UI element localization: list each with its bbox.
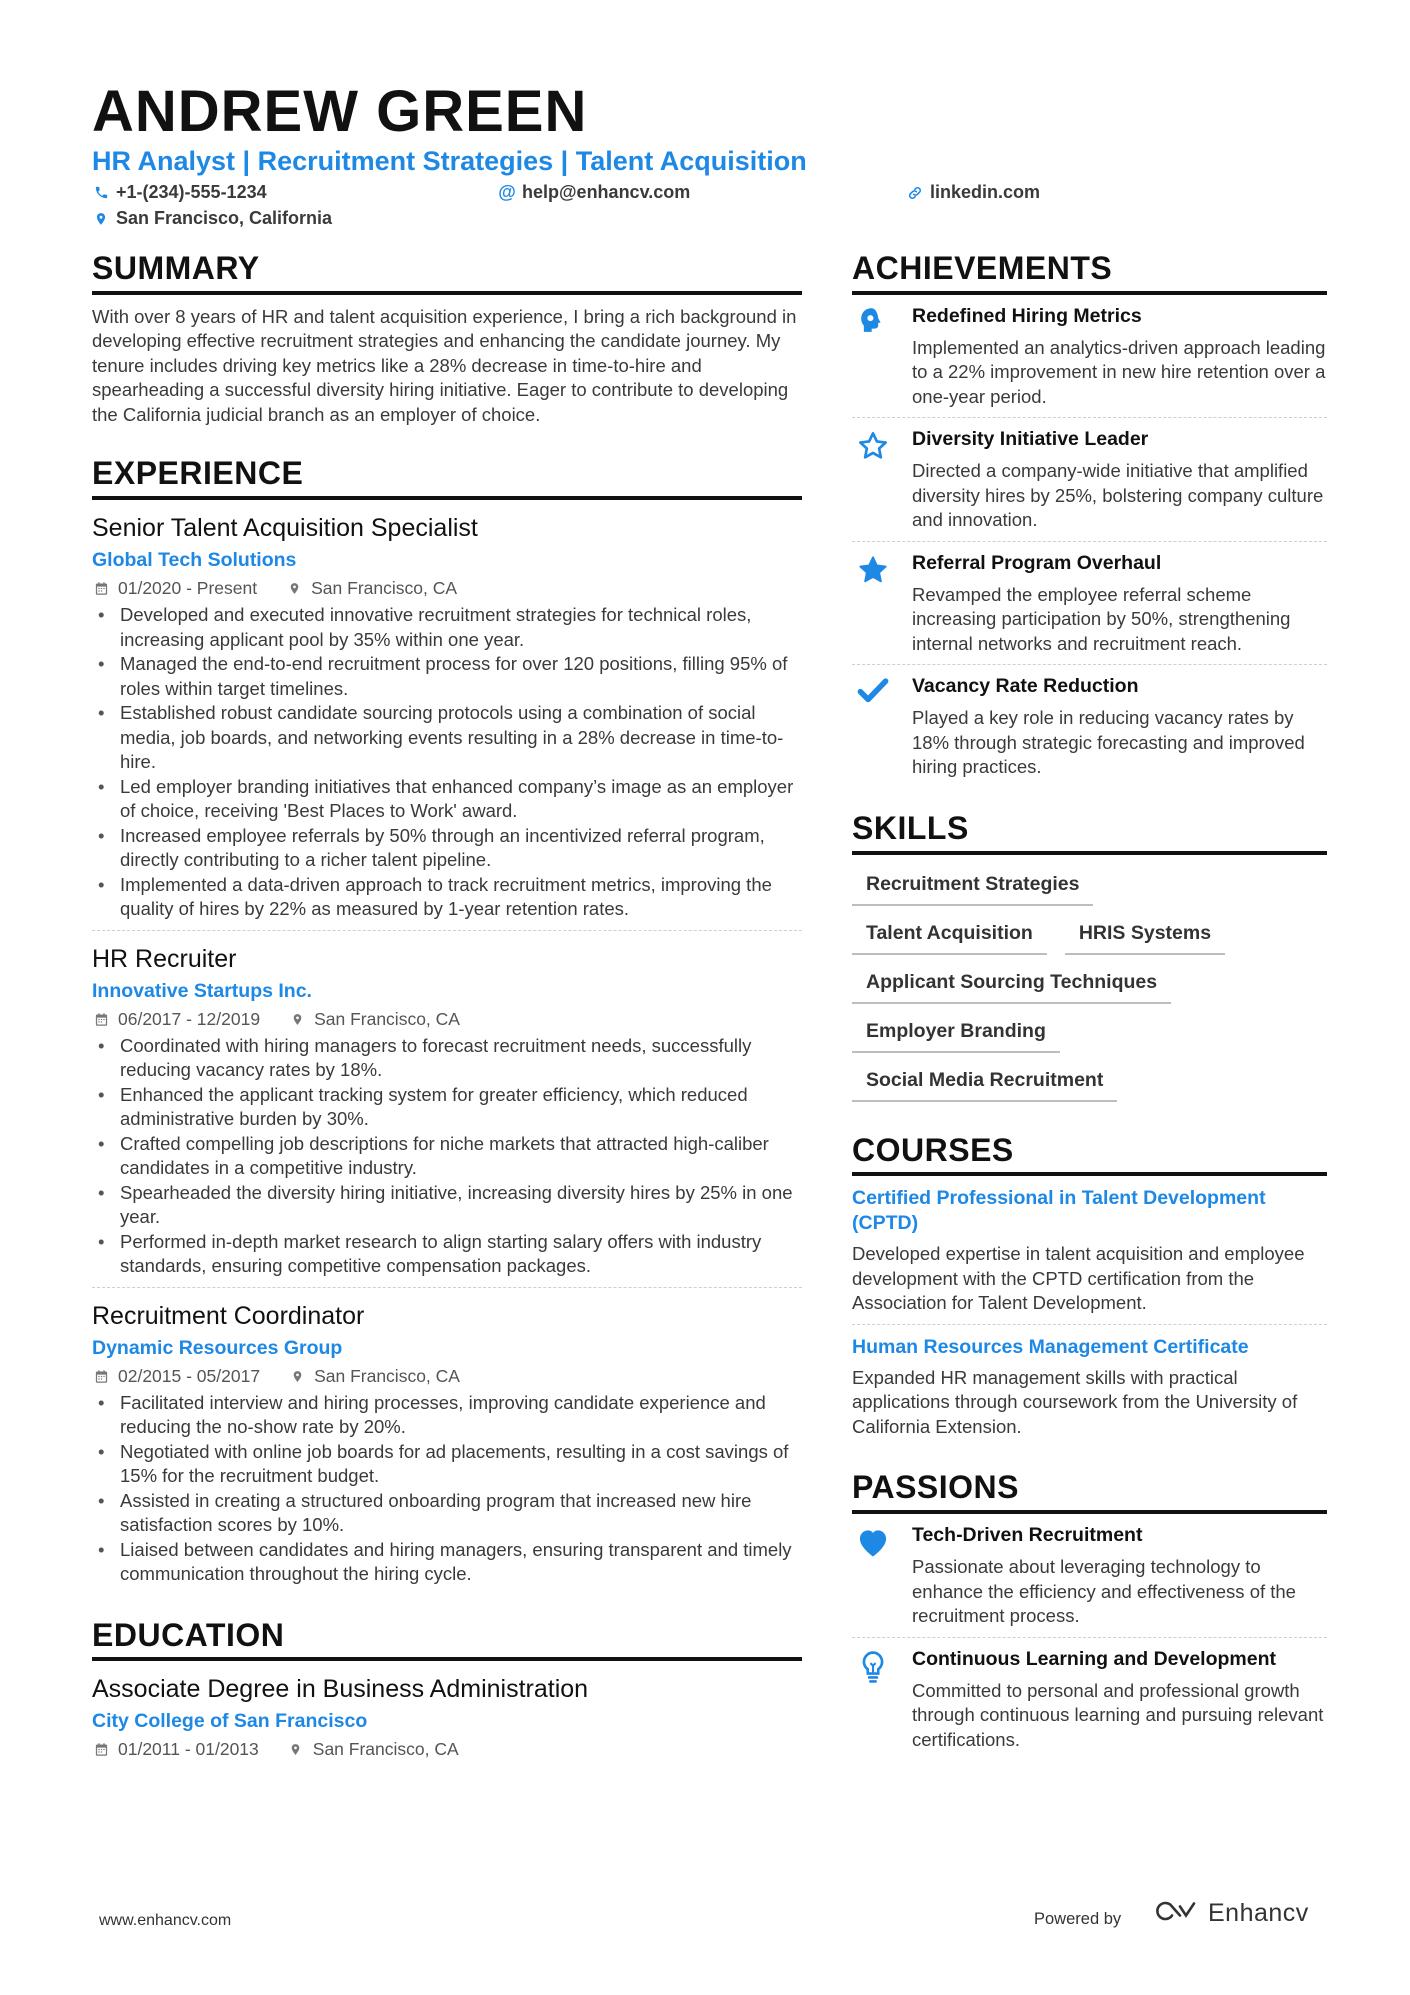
checkmark-icon [856,677,890,780]
divider [852,1324,1327,1325]
heart-icon [855,1526,891,1629]
passion-item [852,1638,1327,1761]
divider [92,1287,802,1288]
job-meta [92,1366,802,1387]
location-pin-icon [92,210,110,228]
company-name: Innovative Startups Inc. [92,979,312,1002]
achievement-item [852,295,1327,418]
job-dates: 06/2017 - 12/2019 [118,1008,261,1029]
education-entry [92,1675,802,1760]
summary-text: With over 8 years of HR and talent acquisition experience, I bring a rich background in developing effective recruitment strategies and enhancing the candidate journey. My tenure includes driving key metrics like a 28% decrease in time-to-hire and spearheading a successful diversity hiring initiative. Eager to contribute to developing the California judicial branch as an employer of choice. [92,305,797,425]
course-item [852,1186,1327,1316]
footer-website[interactable]: www.enhancv.com [99,1912,232,1929]
left-column [92,250,802,1764]
skill-tag: Talent Acquisition [852,918,1047,955]
calendar-icon [92,580,110,598]
bullet-item: • Facilitated interview and hiring processes, improving candidate experience and reducing the no-show rate by 20%. [120,1391,802,1440]
calendar-icon [92,1741,110,1759]
star-filled-icon [856,554,890,657]
achievement-text: Played a key role in reducing vacancy rates by 18% through strategic forecasting and improved hiring practices. [912,707,1305,778]
achievement-text: Directed a company-wide initiative that amplified diversity hires by 25%, bolstering company culture and innovation. [912,460,1324,531]
headline: HR Analyst | Recruitment Strategies | Talent Acquisition [92,146,807,176]
education-title: EDUCATION [92,1617,802,1662]
job-bullets [92,1034,802,1279]
bullet-item: • Led employer branding initiatives that enhanced company’s image as an employer of choice, receiving 'Best Places to Work' award. [120,775,802,824]
achievement-title: Redefined Hiring Metrics [912,304,1142,327]
achievement-item [852,542,1327,665]
bullet-item: • Assisted in creating a structured onboarding program that increased new hire satisfaction scores by 10%. [120,1489,802,1538]
job-dates: 02/2015 - 05/2017 [118,1365,261,1386]
enhancv-brand-text: Enhancv [1208,1899,1309,1927]
contact-location [92,208,332,229]
job-location: San Francisco, CA [314,1365,460,1386]
skill-tag: HRIS Systems [1065,918,1225,955]
job-location: San Francisco, CA [311,578,458,599]
course-title: Human Resources Management Certificate [852,1335,1249,1358]
passion-text: Passionate about leveraging technology to enhance the efficiency and effectiveness of the recruitment process. [912,1556,1296,1627]
achievement-text: Revamped the employee referral scheme increasing participation by 50%, strengthening internal networks and recruitment reach. [912,583,1291,654]
bullet-item: • Implemented a data-driven approach to track recruitment metrics, improving the quality of hires by 22% as measured by 1-year retention rates. [120,873,802,922]
job-bullets [92,1391,802,1587]
footer-powered-by: Powered by [1034,1910,1122,1928]
job-entry [92,514,802,931]
bullet-item: • Developed and executed innovative recruitment strategies for technical roles, increasing applicant pool by 35% within one year. [120,603,802,652]
bullet-item: • Liaised between candidates and hiring managers, ensuring transparent and timely communication throughout the hiring cycle. [120,1538,802,1587]
location-pin-icon [285,580,303,598]
job-title: HR Recruiter [92,944,237,973]
school-name: City College of San Francisco [92,1710,368,1733]
enhancv-logo[interactable] [1152,1898,1309,1929]
course-item [852,1335,1327,1440]
passion-item [852,1514,1327,1637]
bullet-item: • Established robust candidate sourcing protocols using a combination of social media, job boards, and networking events resulting in a 28% decrease in time-to-hire. [120,701,802,775]
company-name: Dynamic Resources Group [92,1336,343,1359]
job-entry [92,945,802,1288]
bullet-item: • Performed in-depth market research to align starting salary offers with industry standards, ensuring competitive compensation packages. [120,1230,802,1279]
right-column [852,250,1327,1760]
skill-tag: Social Media Recruitment [852,1065,1117,1102]
achievement-title: Referral Program Overhaul [912,551,1162,574]
achievements-title: ACHIEVEMENTS [852,250,1327,295]
lightbulb-icon [860,1650,886,1753]
job-entry [92,1302,802,1587]
brain-head-icon [857,307,889,410]
passion-title: Continuous Learning and Development [912,1647,1277,1670]
job-meta [92,578,802,599]
experience-title: EXPERIENCE [92,455,802,500]
at-sign-icon: @ [498,182,516,202]
enhancv-logo-icon [1152,1898,1200,1929]
link-icon [906,184,924,202]
job-meta [92,1009,802,1030]
candidate-name: ANDREW GREEN [92,79,588,144]
achievement-title: Diversity Initiative Leader [912,428,1149,451]
skill-tag: Recruitment Strategies [852,869,1093,906]
contact-email[interactable] [498,182,690,203]
courses-title: COURSES [852,1132,1327,1177]
achievement-item [852,418,1327,541]
phone-icon [92,184,110,202]
bullet-item: • Increased employee referrals by 50% through an incentivized referral program, directly contributing to a richer talent pipeline. [120,824,802,873]
skills-list [852,855,1327,1102]
linkedin-text[interactable]: linkedin.com [930,182,1041,202]
location-text: San Francisco, California [116,208,333,228]
phone-text: +1-(234)-555-1234 [116,182,267,202]
bullet-item: • Coordinated with hiring managers to forecast recruitment needs, successfully reducing vacancy rates by 18%. [120,1034,802,1083]
bullet-item: • Managed the end-to-end recruitment process for over 120 positions, filling 95% of roles within target timelines. [120,652,802,701]
star-outline-icon [856,430,890,533]
achievement-title: Vacancy Rate Reduction [912,675,1139,698]
bullet-item: • Crafted compelling job descriptions for niche markets that attracted high-caliber candidates in a competitive industry. [120,1132,802,1181]
location-pin-icon [287,1741,305,1759]
company-name: Global Tech Solutions [92,549,297,572]
achievement-item [852,665,1327,788]
course-title: Certified Professional in Talent Development (CPTD) [852,1187,1266,1235]
email-text[interactable]: help@enhancv.com [522,182,691,202]
achievement-text: Implemented an analytics-driven approach leading to a 22% improvement in new hire retention over a one-year period. [912,336,1326,407]
job-title: Recruitment Coordinator [92,1301,365,1330]
bullet-item: • Negotiated with online job boards for ad placements, resulting in a cost savings of 15% for the recruitment budget. [120,1440,802,1489]
contact-phone [92,182,267,203]
summary-title: SUMMARY [92,250,802,295]
passion-text: Committed to personal and professional growth through continuous learning and pursuing relevant certifications. [912,1679,1324,1750]
skill-tag: Employer Branding [852,1016,1060,1053]
job-dates: 01/2020 - Present [118,578,258,599]
contact-linkedin[interactable] [906,182,1040,203]
skills-title: SKILLS [852,810,1327,855]
calendar-icon [92,1367,110,1385]
degree-title: Associate Degree in Business Administration [92,1675,589,1704]
education-meta [92,1739,802,1760]
divider [92,930,802,931]
bullet-item: • Spearheaded the diversity hiring initiative, increasing diversity hires by 25% in one year. [120,1181,802,1230]
job-bullets [92,603,802,922]
course-text: Developed expertise in talent acquisition and employee development with the CPTD certification from the Association for Talent Development. [852,1243,1305,1314]
skill-tag: Applicant Sourcing Techniques [852,967,1171,1004]
passion-title: Tech-Driven Recruitment [912,1524,1143,1547]
job-location: San Francisco, CA [314,1008,460,1029]
education-location: San Francisco, CA [312,1739,459,1760]
course-text: Expanded HR management skills with practical applications through coursework from the University of California Extension. [852,1366,1298,1437]
bullet-item: • Enhanced the applicant tracking system for greater efficiency, which reduced administrative burden by 30%. [120,1083,802,1132]
location-pin-icon [288,1367,306,1385]
calendar-icon [92,1010,110,1028]
job-title: Senior Talent Acquisition Specialist [92,514,478,543]
passions-title: PASSIONS [852,1469,1327,1514]
education-dates: 01/2011 - 01/2013 [118,1739,259,1760]
location-pin-icon [288,1010,306,1028]
